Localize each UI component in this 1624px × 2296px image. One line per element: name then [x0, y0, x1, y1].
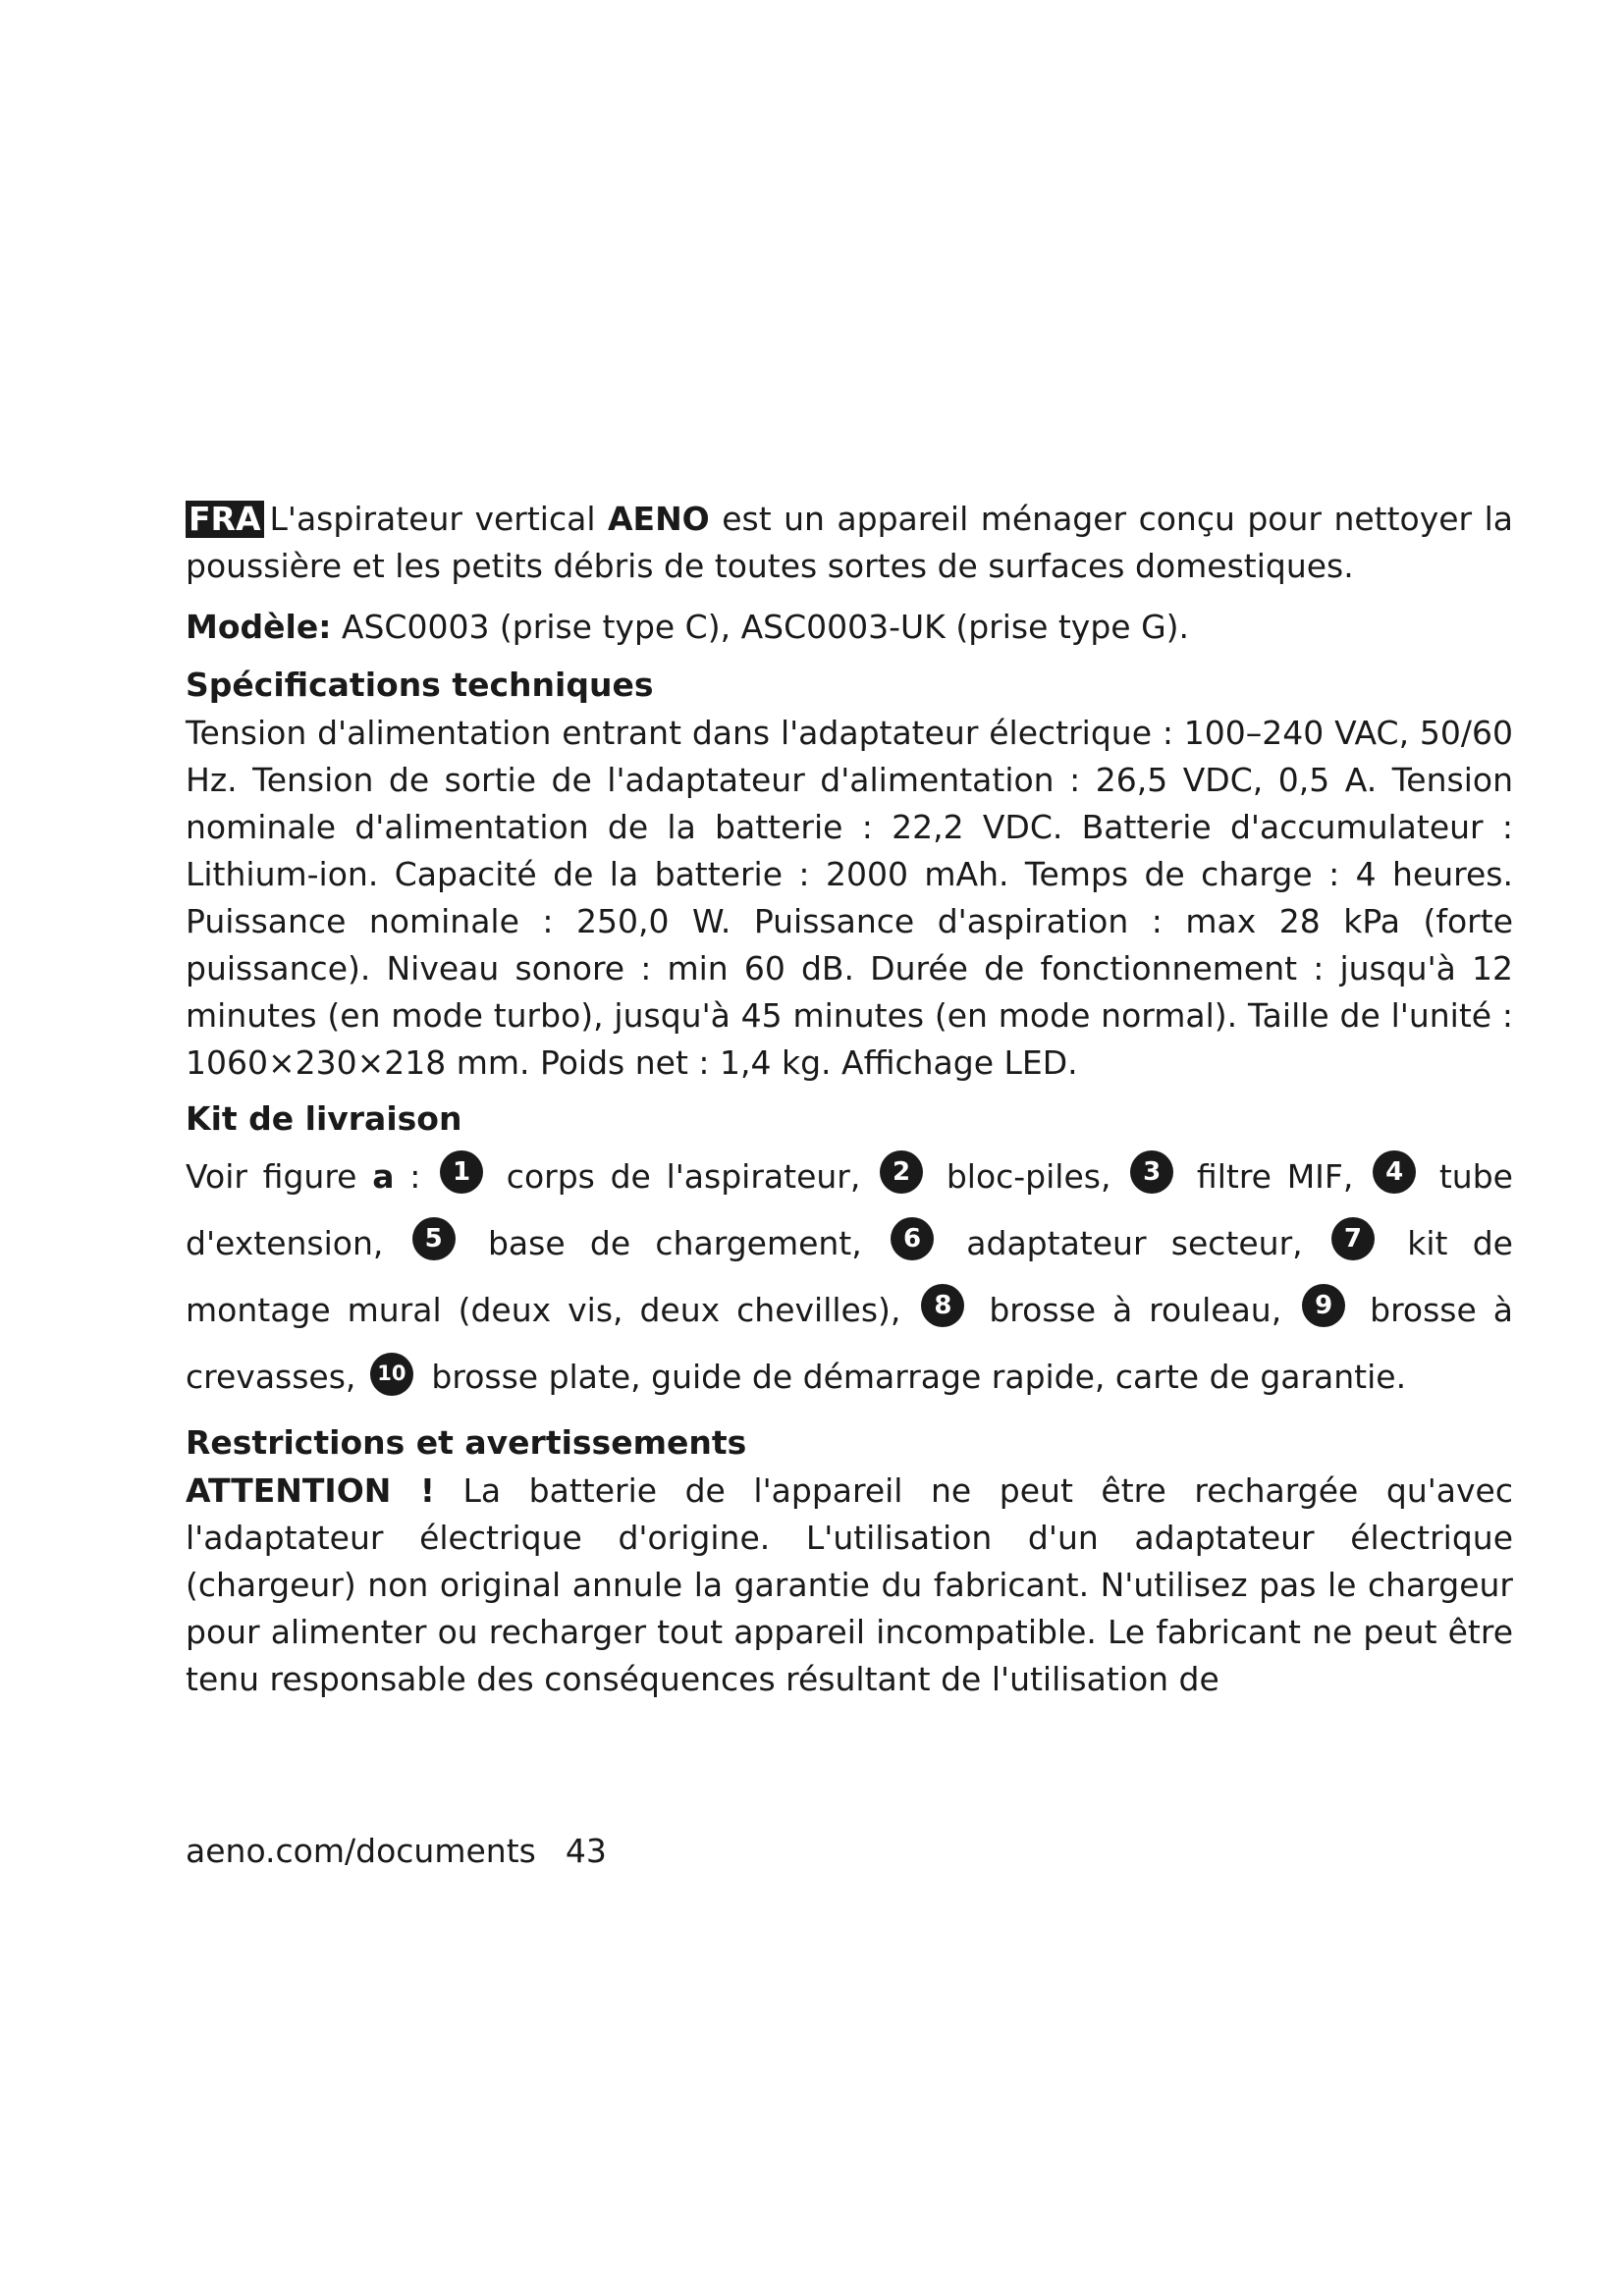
- model-text: ASC0003 (prise type C), ASC0003-UK (prise type G).: [331, 608, 1190, 646]
- intro-text-after: est un appareil ménager conçu pour nettoyer la poussière et les petits débris de toutes sortes de surfaces domestiques.: [186, 500, 1513, 585]
- kit-item-text: bloc-piles,: [931, 1157, 1111, 1196]
- kit-item-text: brosse à crevasses,: [186, 1291, 1513, 1396]
- item-number-9-icon: 9: [1302, 1284, 1345, 1327]
- kit-item-text: kit de montage mural (deux vis, deux chevilles),: [186, 1224, 1513, 1329]
- item-number-10-icon: 10: [370, 1353, 413, 1396]
- specs-section: [186, 710, 1513, 1087]
- warning-text: La batterie de l'appareil ne peut être rechargée qu'avec l'adaptateur électrique d'origine. L'utilisation d'un adaptateur électrique (chargeur) non original annule la garantie du fabricant. N'utilisez pas le chargeur pour alimenter ou recharger tout appareil incompatible. Le fabricant ne peut être tenu responsable des conséquences résultant de l'utilisation de: [186, 1471, 1513, 1698]
- intro-text-before: L'aspirateur vertical: [269, 500, 608, 538]
- item-number-8-icon: 8: [921, 1284, 964, 1327]
- kit-item-text: adaptateur secteur,: [942, 1224, 1303, 1262]
- figure-ref: a: [372, 1157, 395, 1196]
- specs-heading: Spécifications techniques: [186, 666, 654, 704]
- kit-item-text: corps de l'aspirateur,: [491, 1157, 861, 1196]
- document-body: [186, 496, 1513, 1703]
- kit-item-text: tube d'extension,: [186, 1157, 1513, 1262]
- kit-paragraph: [186, 1144, 1513, 1411]
- kit-lead: Voir figure: [186, 1157, 373, 1196]
- model-label: Modèle:: [186, 608, 332, 646]
- brand-name: AENO: [607, 500, 710, 538]
- kit-item-text: brosse plate, guide de démarrage rapide, carte de garantie.: [420, 1358, 1407, 1396]
- kit-colon: :: [394, 1157, 421, 1196]
- model-line: [186, 604, 1513, 651]
- specs-text: Tension d'alimentation entrant dans l'adaptateur électrique : 100–240 VAC, 50/60 Hz. Tension de sortie de l'adaptateur d'alimentation : 26,5 VDC, 0,5 A. Tension nominale d'alimentation de la batterie : 22,2 VDC. Batterie d'accumulateur : Lithium-ion. Capacité de la batterie : 2000 mAh. Temps de charge : 4 heures. Puissance nominale : 250,0 W. Puissance d'aspiration : max 28 kPa (forte puissance). Niveau sonore : min 60 dB. Durée de fonctionnement : jusqu'à 12 minutes (en mode turbo), jusqu'à 45 minutes (en mode normal). Taille de l'unité : 1060×230×218 mm. Poids net : 1,4 kg. Affichage LED.: [186, 714, 1513, 1082]
- item-number-1-icon: 1: [440, 1150, 483, 1194]
- kit-item-text: brosse à rouleau,: [972, 1291, 1282, 1329]
- footer-url: aeno.com/documents: [186, 1832, 536, 1870]
- item-number-5-icon: 5: [412, 1217, 456, 1260]
- kit-item-text: filtre MIF,: [1181, 1157, 1354, 1196]
- intro-paragraph: [186, 496, 1513, 590]
- kit-item-text: base de chargement,: [462, 1224, 862, 1262]
- item-number-4-icon: 4: [1373, 1150, 1416, 1194]
- warning-paragraph: [186, 1468, 1513, 1703]
- kit-heading: Kit de livraison: [186, 1099, 462, 1138]
- language-badge: FRA: [186, 501, 264, 538]
- restrictions-heading: Restrictions et avertissements: [186, 1423, 747, 1462]
- item-number-2-icon: 2: [880, 1150, 923, 1194]
- item-number-3-icon: 3: [1130, 1150, 1173, 1194]
- warning-label: ATTENTION !: [186, 1471, 435, 1510]
- page-number: 43: [565, 1832, 607, 1870]
- item-number-6-icon: 6: [891, 1217, 934, 1260]
- page-footer: [186, 1832, 607, 1871]
- item-number-7-icon: 7: [1331, 1217, 1375, 1260]
